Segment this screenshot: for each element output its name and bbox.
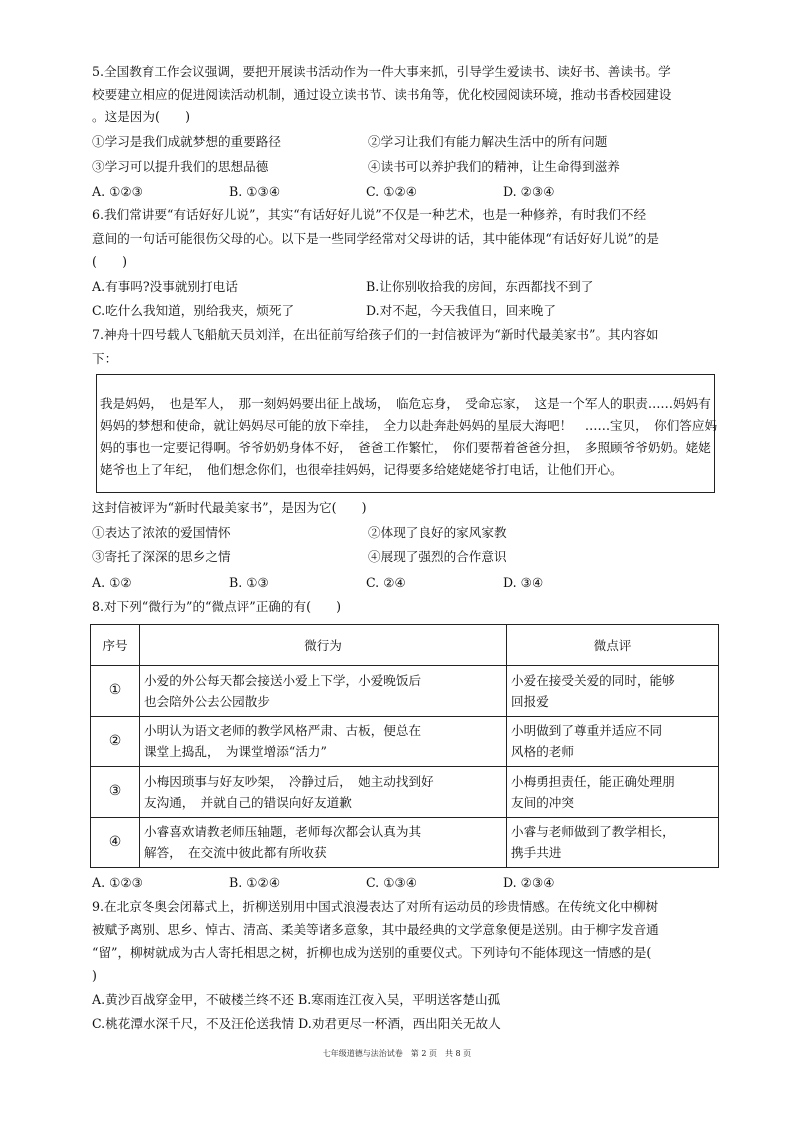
row-index: ② <box>91 716 140 767</box>
q5-option-d: D. ②③④ <box>503 184 555 199</box>
q9-options-cd: C.桃花潭水深千尺，不及汪伦送我情 D.劝君更尽一杯酒，西出阳关无故人 <box>92 1016 501 1031</box>
q7-option-b: B. ①③ <box>229 575 269 590</box>
q6-option-c: C.吃什么我知道，别给我夹，烦死了 <box>92 303 295 318</box>
comment-line: 小睿与老师做到了教学相长， <box>511 824 675 840</box>
comment-line: 小爱在接受关爱的同时，能够 <box>511 672 675 688</box>
header-behavior: 微行为 <box>140 625 507 666</box>
q5-statement-1: ①学习是我们成就梦想的重要路径 <box>92 134 281 149</box>
q5-statement-4: ④读书可以养护我们的精神，让生命得到滋养 <box>368 159 620 174</box>
comment-line: 风格的老师 <box>511 744 574 760</box>
letter-box <box>96 374 718 493</box>
behavior-line: 解答， 在交流中彼此都有所收获 <box>144 845 327 861</box>
q7-option-a: A. ①② <box>92 575 132 590</box>
q8-option-b: B. ①②④ <box>229 875 281 890</box>
behavior-line: 小梅因琐事与好友吵架， 冷静过后， 她主动找到好 <box>144 773 434 789</box>
q5-option-b: B. ①③④ <box>229 184 281 199</box>
q7-statement-3: ③寄托了深深的思乡之情 <box>92 549 231 564</box>
letter-line-2: 妈妈的梦想和使命，就让妈妈尽可能的放下牵挂， 全力以赴奔赴妈妈的星辰大海吧！ ……宝贝， 你们答应妈 <box>100 418 718 433</box>
comment-line: 小明做到了尊重并适应不同 <box>511 723 663 739</box>
letter-line-1: 我是妈妈， 也是军人， 那一刻妈妈要出征上战场， 临危忘身， 受命忘家， 这是一个军人的职责……妈妈有 <box>100 396 711 411</box>
behavior-line: 课堂上捣乱， 为课堂增添“活力” <box>144 744 327 760</box>
q5-stem-line-2: 校要建立相应的促进阅读活动机制，通过设立读书节、读书角等，优化校园阅读环境，推动书香校园建设 <box>92 87 672 102</box>
q5-option-c: C. ①②④ <box>366 184 418 199</box>
comment-line: 回报爱 <box>511 693 549 709</box>
row-comment <box>507 817 719 868</box>
comment-line: 携手共进 <box>511 845 562 861</box>
row-index: ① <box>91 666 140 717</box>
q5-statement-3: ③学习可以提升我们的思想品德 <box>92 159 269 174</box>
q9-options-ab: A.黄沙百战穿金甲，不破楼兰终不还 B.寒雨连江夜入吴，平明送客楚山孤 <box>92 992 501 1007</box>
table-row <box>91 716 719 767</box>
q8-option-a: A. ①②③ <box>92 875 143 890</box>
q9-stem-line-2: 被赋予离别、思乡、悼古、清高、柔美等诸多意象，其中最经典的文学意象便是送别。由于柳字发音通 <box>92 922 659 937</box>
q5-option-a: A. ①②③ <box>92 184 143 199</box>
q6-option-b: B.让你别收拾我的房间，东西都找不到了 <box>366 279 594 294</box>
q6-stem-line-1: 6.我们常讲要“有话好好儿说”，其实“有话好好儿说”不仅是一种艺术，也是一种修养，有时我们不经 <box>92 207 647 222</box>
q5-statement-2: ②学习让我们有能力解决生活中的所有问题 <box>368 134 608 149</box>
q9-stem-line-4: ) <box>92 968 97 983</box>
behavior-line: 小爱的外公每天都会接送小爱上下学，小爱晚饭后 <box>144 672 422 688</box>
row-comment <box>507 767 719 818</box>
behavior-line: 也会陪外公去公园散步 <box>144 693 270 709</box>
q6-option-d: D.对不起，今天我值日，回来晚了 <box>366 303 556 318</box>
behavior-line: 小睿喜欢请教老师压轴题，老师每次都会认真为其 <box>144 824 422 840</box>
comment-line: 小梅勇担责任，能正确处理朋 <box>511 773 675 789</box>
page-footer: 七年级道德与法治试卷 第 2 页 共 8 页 <box>322 1049 472 1058</box>
row-comment <box>507 666 719 717</box>
row-behavior <box>140 716 507 767</box>
table-row <box>91 767 719 818</box>
row-behavior <box>140 767 507 818</box>
q5-stem-line-3: 。这是因为( ) <box>92 109 190 124</box>
row-behavior <box>140 666 507 717</box>
behavior-line: 小明认为语文老师的教学风格严肃、古板，便总在 <box>144 723 422 739</box>
q6-option-a: A.有事吗?没事就别打电话 <box>92 279 238 294</box>
q6-stem-line-2: 意间的一句话可能很伤父母的心。以下是一些同学经常对父母讲的话，其中能体现“有话好好儿说”的是 <box>92 231 660 246</box>
table-header-row <box>91 625 719 666</box>
row-index: ③ <box>91 767 140 818</box>
q9-stem-line-3: “留”，柳树就成为古人寄托相思之树，折柳也成为送别的重要仪式。下列诗句不能体现这一情感的是( <box>92 945 652 960</box>
q8-option-c: C. ①③④ <box>366 875 418 890</box>
q7-option-d: D. ③④ <box>503 575 544 590</box>
row-behavior <box>140 817 507 868</box>
q5-stem-line-1: 5.全国教育工作会议强调，要把开展读书活动作为一件大事来抓，引导学生爱读书、读好书、善读书。学 <box>92 64 671 79</box>
q9-stem-line-1: 9.在北京冬奥会闭幕式上，折柳送别用中国式浪漫表达了对所有运动员的珍贵情感。在传统文化中柳树 <box>92 899 659 914</box>
header-index: 序号 <box>91 625 140 666</box>
q7-stem-line-1: 7.神舟十四号载人飞船航天员刘洋，在出征前写给孩子们的一封信被评为“新时代最美家书”。其内容如 <box>92 327 659 342</box>
q8-stem: 8.对下列“微行为”的“微点评”正确的有( ) <box>92 599 342 614</box>
q7-statement-2: ②体现了良好的家风家教 <box>368 525 507 540</box>
behavior-line: 友沟通， 并就自己的错误向好友道歉 <box>144 794 352 810</box>
q7-option-c: C. ②④ <box>366 575 406 590</box>
micro-behavior-table <box>90 624 719 868</box>
q6-stem-line-3: ( ) <box>92 254 128 269</box>
q8-option-d: D. ②③④ <box>503 875 555 890</box>
row-index: ④ <box>91 817 140 868</box>
q7-statement-4: ④展现了强烈的合作意识 <box>368 549 507 564</box>
table-row <box>91 817 719 868</box>
row-comment <box>507 716 719 767</box>
table-row <box>91 666 719 717</box>
comment-line: 友间的冲突 <box>511 794 574 810</box>
header-comment: 微点评 <box>507 625 719 666</box>
q7-question: 这封信被评为“新时代最美家书”，是因为它( ) <box>92 500 367 515</box>
q7-statement-1: ①表达了浓浓的爱国情怀 <box>92 525 231 540</box>
q7-stem-line-2: 下： <box>92 351 118 366</box>
letter-line-3: 妈的事也一定要记得啊。爷爷奶奶身体不好， 爸爸工作繁忙， 你们要帮着爸爸分担， 多照顾爷爷奶奶。姥姥 <box>100 440 711 455</box>
letter-line-4: 姥爷也上了年纪， 他们想念你们，也很牵挂妈妈，记得要多给姥姥姥爷打电话，让他们开心。 <box>100 462 623 477</box>
